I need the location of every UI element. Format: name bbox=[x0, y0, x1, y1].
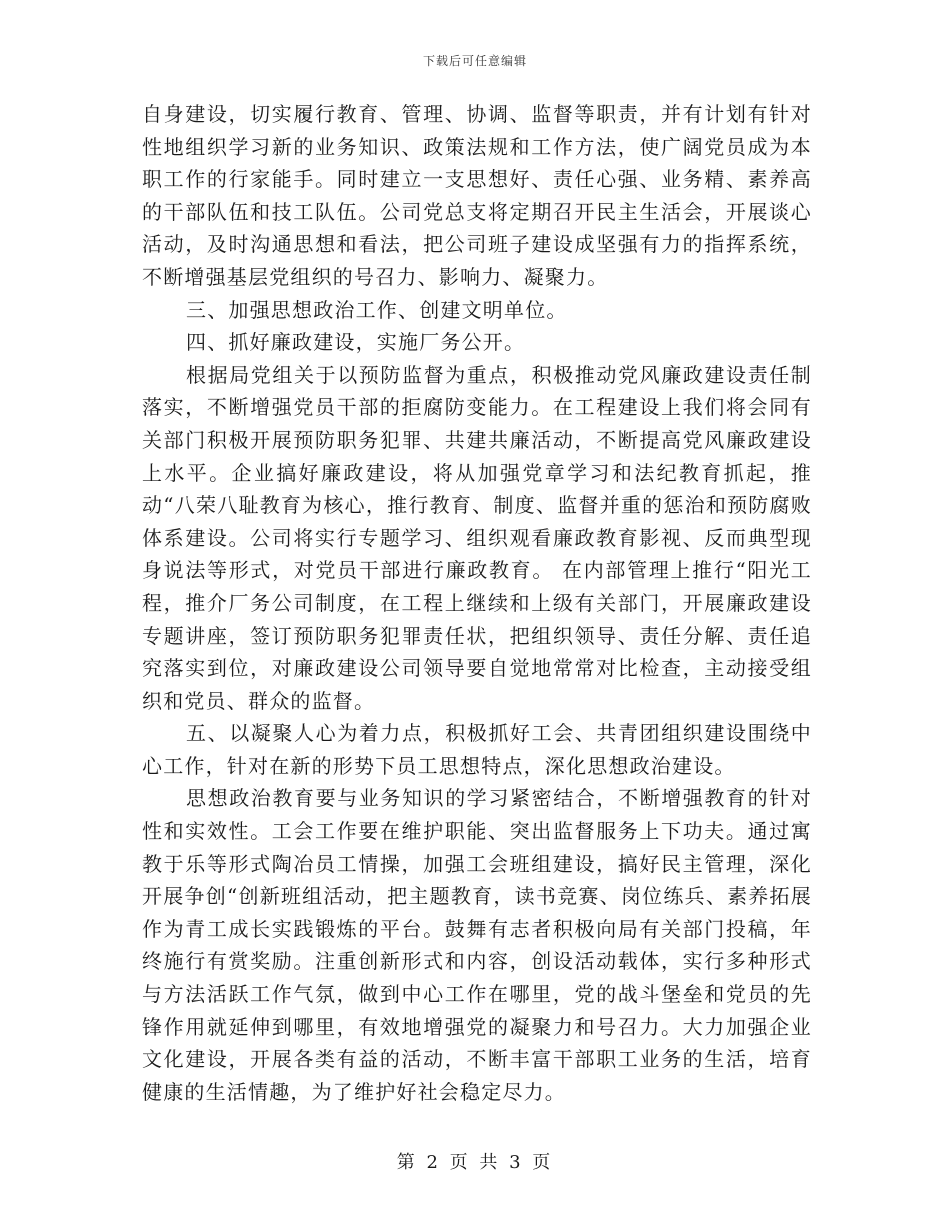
page-number: 第 2 页 共 3 页 bbox=[396, 1152, 554, 1173]
paragraph-political-education: 思想政治教育要与业务知识的学习紧密结合，不断增强教育的针对性和实效性。工会工作要在维护职能、突出监督服务上下功夫。通过寓教于乐等形式陶冶员工情操，加强工会班组建设，搞好民主管理，深化开展争创“创新班组活动，把主题教育，读书竞赛、岗位练兵、素养拓展作为青工成长实践锻炼的平台。鼓舞有志者积极向局有关部门投稿，年终施行有赏奖励。注重创新形式和内容，创设活动载体，实行多种形式与方法活跃工作气氛，做到中心工作在哪里，党的战斗堡垒和党员的先锋作用就延伸到哪里，有效地增强党的凝聚力和号召力。大力加强企业文化建设，开展各类有益的活动，不断丰富干部职工业务的生活，培育健康的生活情趣，为了维护好社会稳定尽力。 bbox=[142, 786, 812, 1104]
section-heading-3: 三、加强思想政治工作、创建文明单位。 bbox=[186, 297, 568, 322]
paragraph-anticorruption: 根据局党组关于以预防监督为重点，积极推动党风廉政建设责任制落实，不断增强党员干部的拒腐防变能力。在工程建设上我们将会同有关部门积极开展预防职务犯罪、共建共廉活动，不断提高党风廉政建设上水平。企业搞好廉政建设，将从加强党章学习和法纪教育抓起，推动“八荣八耻教育为核心，推行教育、制度、监督并重的惩治和预防腐败体系建设。公司将实行专题学习、组织观看廉政教育影视、反而典型现身说法等形式，对党员干部进行廉政教育。 在内部管理上推行“阳光工程，推介厂务公司制度，在工程上继续和上级有关部门，开展廉政建设专题讲座，签订预防职务犯罪责任状，把组织领导、责任分解、责任追究落实到位，对廉政建设公司领导要自觉地常常对比检查，主动接受组织和党员、群众的监督。 bbox=[142, 362, 812, 713]
document-body bbox=[142, 98, 812, 1108]
section-heading-5: 五、以凝聚人心为着力点，积极抓好工会、共青团组织建设围绕中心工作，针对在新的形势下员工思想特点，深化思想政治建设。 bbox=[142, 721, 812, 778]
paragraph-continuation: 自身建设，切实履行教育、管理、协调、监督等职责，并有计划有针对性地组织学习新的业务知识、政策法规和工作方法，使广阔党员成为本职工作的行家能手。同时建立一支思想好、责任心强、业务精、素养高的干部队伍和技工队伍。公司党总支将定期召开民主生活会，开展谈心活动，及时沟通思想和看法，把公司班子建设成坚强有力的指挥系统，不断增强基层党组织的号召力、影响力、凝聚力。 bbox=[142, 102, 812, 289]
section-heading-4: 四、抓好廉政建设，实施厂务公开。 bbox=[186, 330, 526, 355]
page-header-note: 下载后可任意编辑 bbox=[422, 54, 527, 68]
